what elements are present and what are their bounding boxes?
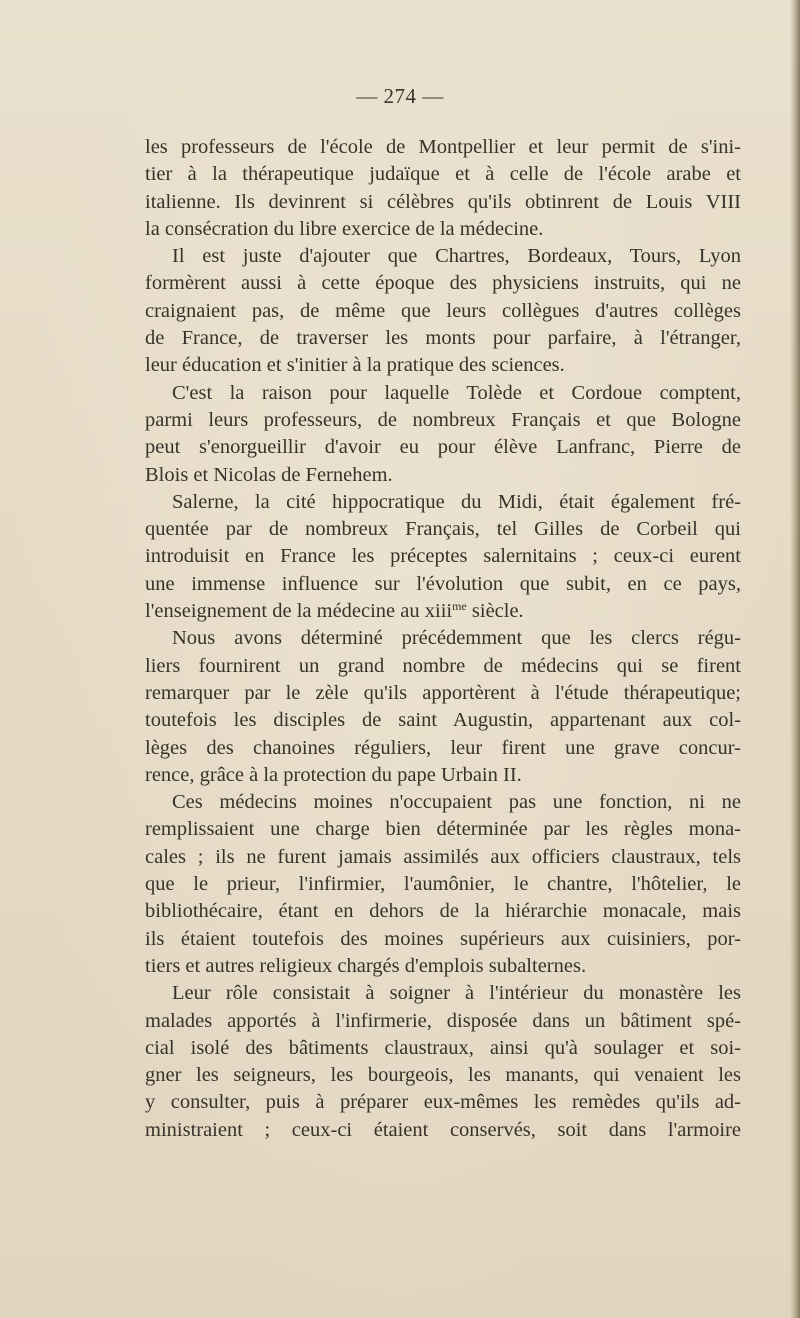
text-line: Blois et Nicolas de Fernehem. [145, 463, 393, 486]
body-text [145, 134, 741, 1144]
text-line: une immense influence sur l'évolution que subit, en ce pays, [145, 572, 741, 595]
text-line: introduisit en France les préceptes salernitains ; ceux-ci eurent [145, 545, 741, 568]
text-line: les professeurs de l'école de Montpellier et leur permit de s'ini- [145, 136, 741, 158]
text-line: lèges des chanoines réguliers, leur firent une grave concur- [145, 736, 741, 759]
text-line: remplissaient une charge bien déterminée par les règles mona- [145, 818, 741, 841]
text-line: bibliothécaire, étant en dehors de la hiérarchie monacale, mais [145, 900, 741, 923]
text-line: Nous avons déterminé précédemment que les clercs régu- [172, 627, 741, 650]
text-line: Il est juste d'ajouter que Chartres, Bordeaux, Tours, Lyon [172, 245, 741, 268]
text-line: de France, de traverser les monts pour parfaire, à l'étranger, [145, 327, 741, 350]
text-line: leur éducation et s'initier à la pratique des sciences. [145, 354, 565, 377]
superscript: me [452, 599, 467, 614]
text-line: toutefois les disciples de saint Augustin, appartenant aux col- [145, 709, 741, 732]
text-line: Ces médecins moines n'occupaient pas une fonction, ni ne [172, 791, 741, 814]
page-number: — 274 — [356, 84, 444, 108]
page-edge-shadow [790, 0, 800, 1318]
text-line: que le prieur, l'infirmier, l'aumônier, le chantre, l'hôtelier, le [145, 873, 741, 896]
text-line: liers fournirent un grand nombre de médecins qui se firent [145, 654, 741, 677]
text-line: Salerne, la cité hippocratique du Midi, était également fré- [172, 490, 741, 513]
text-line: italienne. Ils devinrent si célèbres qu'ils obtinrent de Louis VIII [145, 190, 741, 213]
text-line: ministraient ; ceux-ci étaient conservés, soit dans l'armoire [145, 1118, 741, 1141]
text-line: remarquer par le zèle qu'ils apportèrent à l'étude thérapeutique; [145, 681, 741, 704]
text-line: cales ; ils ne furent jamais assimilés aux officiers claustraux, tels [145, 845, 741, 868]
text-line: quentée par de nombreux Français, tel Gilles de Corbeil qui [145, 518, 741, 541]
text-line: formèrent aussi à cette époque des physiciens instruits, qui ne [145, 272, 741, 295]
text-line: la consécration du libre exercice de la médecine. [145, 217, 544, 240]
text-line: Leur rôle consistait à soigner à l'intérieur du monastère les [172, 982, 741, 1005]
text-line: tiers et autres religieux chargés d'emplois subalternes. [145, 954, 587, 977]
text-line: C'est la raison pour laquelle Tolède et Cordoue comptent, [172, 381, 741, 404]
text-line: rence, grâce à la protection du pape Urbain II. [145, 763, 522, 786]
text-line: malades apportés à l'infirmerie, disposée dans un bâtiment spé- [145, 1009, 741, 1032]
text-line: y consulter, puis à préparer eux-mêmes les remèdes qu'ils ad- [145, 1091, 741, 1114]
text-line: craignaient pas, de même que leurs collègues d'autres collèges [145, 299, 741, 322]
text-line: cial isolé des bâtiments claustraux, ainsi qu'à soulager et soi- [145, 1036, 741, 1059]
text-line: parmi leurs professeurs, de nombreux Français et que Bologne [145, 408, 741, 431]
text-line: gner les seigneurs, les bourgeois, les manants, qui venaient les [145, 1064, 741, 1087]
text-line: l'enseignement de la médecine au xiii$^{me}$ siècle. [145, 599, 524, 623]
text-line: tier à la thérapeutique judaïque et à celle de l'école arabe et [145, 163, 741, 186]
text-line: ils étaient toutefois des moines supérieurs aux cuisiniers, por- [145, 927, 741, 950]
text-line: peut s'enorgueillir d'avoir eu pour élève Lanfranc, Pierre de [145, 436, 741, 459]
